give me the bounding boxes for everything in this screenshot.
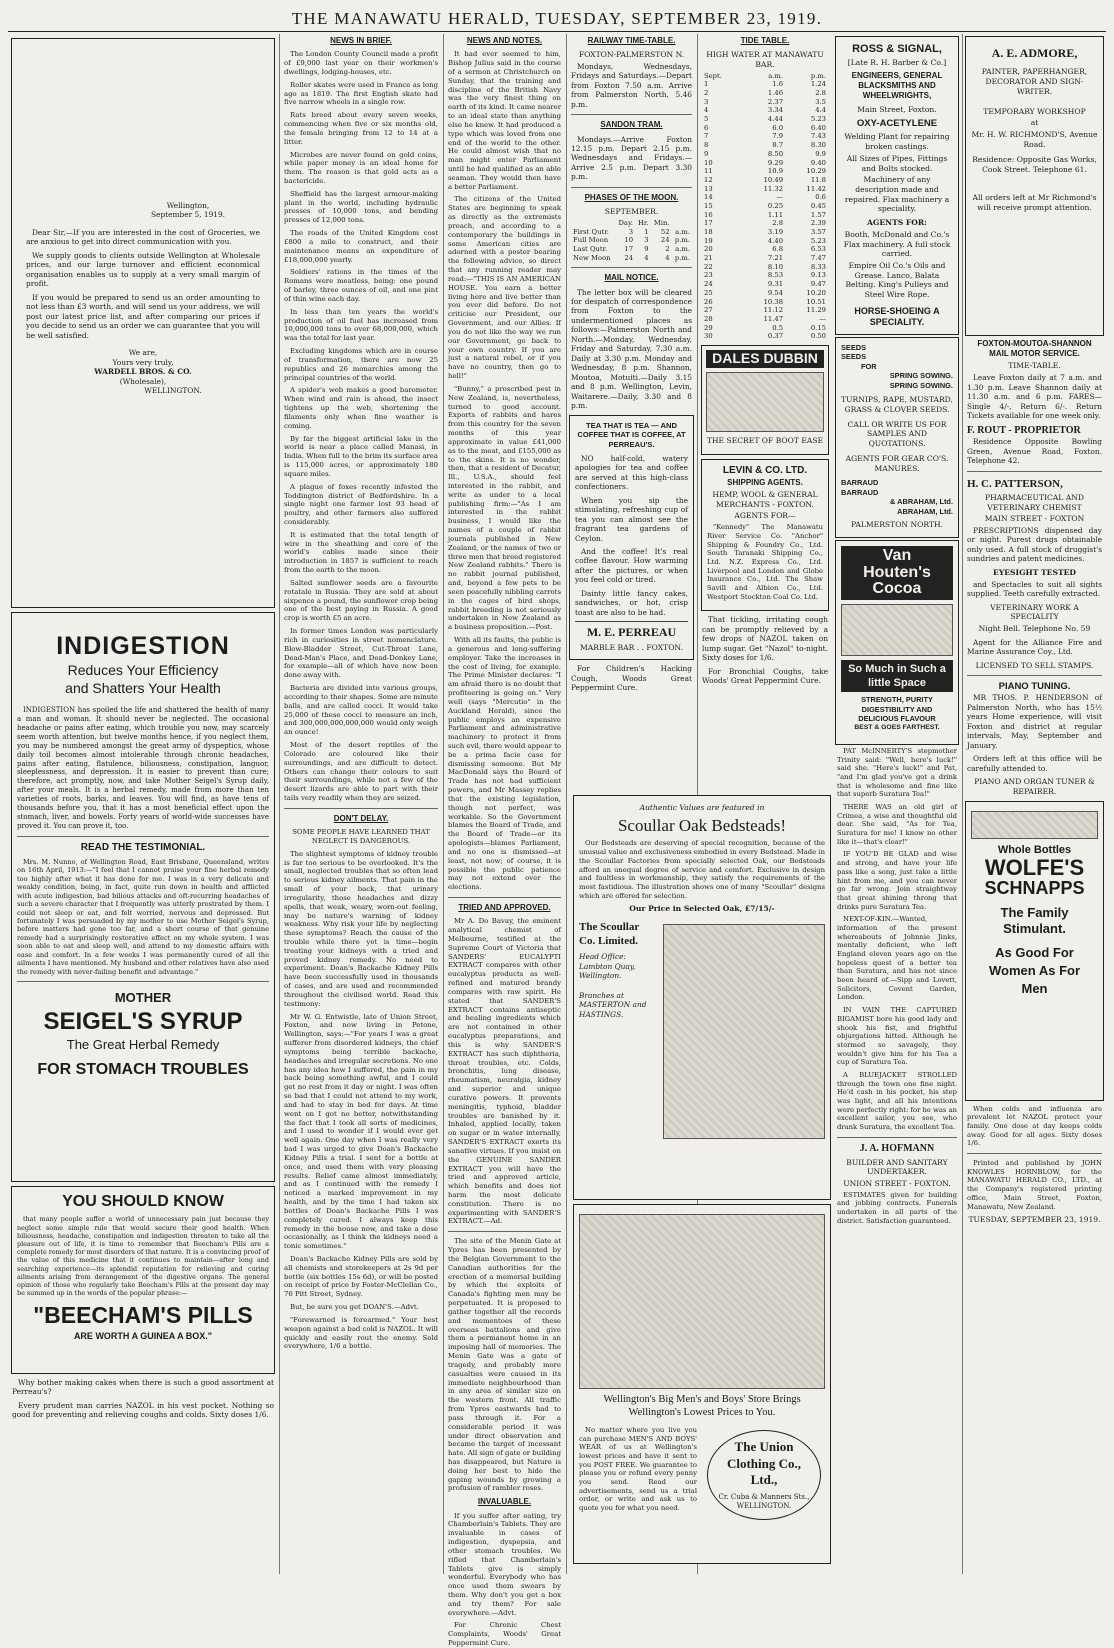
doan-paragraph: Doan's Backache Kidney Pills are sold by all chemists and storekeepers at 2s 9d per bottle (six bottles 15s 6d), or will be posted on receipt of price by Foster-McClellan Co., 76 Pitt Street, Sydney. xyxy=(284,1254,438,1299)
chamberlain-paragraph: If you suffer after eating, try Chamberlain's Tablets. They are invaluable in cases of indigestion, dyspepsia, and other stomach troubles. We rifled that Chamberlain's Tablets give is simply wonderful. Everybody who has once used them swears by them. Why don't you get a box and try them? For sale everywhere.—Advt. xyxy=(448,1511,561,1617)
wardell-sub: (Wholesale), xyxy=(119,376,167,386)
railway-sub: FOXTON-PALMERSTON N. xyxy=(578,50,685,60)
seeds-call: CALL OR WRITE US FOR SAMPLES AND QUOTATIONS. xyxy=(847,419,947,449)
wardell-sign: Yours very truly, xyxy=(112,357,174,367)
beecham-ad xyxy=(11,1186,275,1374)
news-in-brief-head: NEWS IN BRIEF. xyxy=(330,36,392,45)
table-row: 27 11.12 11.29 xyxy=(704,306,826,315)
seigel-title: SEIGEL'S SYRUP xyxy=(43,1007,243,1035)
wardell-place: Wellington, xyxy=(166,201,210,210)
table-row: First Qutr. 3 1 52 a.m. xyxy=(573,227,690,236)
moon-col: Min. xyxy=(653,218,670,227)
news-item: Rats breed about every seven weeks, commencing when five or six months old, the female bringing from 12 to 14 at a litter. xyxy=(284,111,438,146)
news-item: Soldiers' rations in the times of the Romans were meatless, being: one pound of barley, three ounces of oil, and one pint of thin wine each day. xyxy=(284,268,438,303)
union-clothing-ad xyxy=(573,1204,831,1564)
indigestion-sub: and Shatters Your Health xyxy=(65,679,221,696)
mother-label: MOTHER xyxy=(114,990,172,1006)
table-row: 18 3.19 3.57 xyxy=(704,228,826,237)
patterson-addr: MAIN STREET - FOXTON xyxy=(984,514,1085,524)
scoullar-head1: Authentic Values are featured in xyxy=(639,803,765,812)
moon-col xyxy=(571,219,615,228)
tea-text: When you sip the stimulating, refreshing cup of tea you can almost see the fragrant tea gardens of Ceylon. xyxy=(575,495,688,543)
licensed-label: LICENSED TO SELL STAMPS. xyxy=(975,660,1094,670)
admore-temp: TEMPORARY WORKSHOP xyxy=(983,106,1086,116)
dont-delay-head: DON'T DELAY. xyxy=(333,813,389,823)
table-row: 4 3.34 4.4 xyxy=(704,106,826,115)
seeds-agents: AGENTS FOR GEAR CO'S. MANURES. xyxy=(845,453,949,473)
perreau-name: M. E. PERREAU xyxy=(575,621,688,640)
table-row: 19 4.40 5.23 xyxy=(704,236,826,245)
wolfe-name: WOLFE'S xyxy=(984,854,1085,880)
admore-at: at xyxy=(1030,118,1039,128)
news-item: The citizens of the United States are beginning to speak as directly as the extremists preach, and according to a contemporary the buildings in some American cities are adorned with a poster bearing the following advice, so direct that any running reader may read:—"THIS IS AN AMERICAN HOUSE. You earn a better living here and live better than you ever did before. Do not criticise our President, our Government, and our Allies. If you do not like the way we run our Government, go back to your own country. If you are just a natural rebel, or if you have no country, then go to hell!" xyxy=(448,195,561,381)
union-body: No matter where you live you can purchase MEN'S AND BOYS' WEAR of us at Wellington's lowest prices and have it sent to you POST FREE. We guarantee to please you or refund every penny you send. Read our advertisements, send us a trial order, or write and ask us to quote you for what you need. xyxy=(579,1425,697,1513)
mail-head: MAIL NOTICE. xyxy=(604,273,659,283)
admore-addr: Mr. H. W. RICHMOND'S, Avenue Road. xyxy=(971,129,1098,149)
railway-head: RAILWAY TIME-TABLE. xyxy=(587,36,676,45)
forewarned-note: "Forewarned is forearmed." Your best weapon against a bad cold is NAZOL. It will quickly and easily rout the enemy. Sold everywhere, 1/6 a bottle. xyxy=(284,1315,438,1351)
news-item: A plague of foxes recently infested the Toddington district of Bedfordshire. In a single night one farmer lost 93 head of poultry, and other farmers also suffered considerably. xyxy=(284,482,438,526)
news-item: It is estimated that the total length of wire in the sheathing and core of the world's cables made since their introduction in 1857 is sufficient to reach from the earth to the moon. xyxy=(284,530,438,575)
dont-delay-sub: SOME PEOPLE HAVE LEARNED THAT NEGLECT IS DANGEROUS. xyxy=(292,828,430,845)
tea-text: Dainty little fancy cakes, sandwiches, or hot, crisp toast are also to be had. xyxy=(575,588,688,617)
tide-col: Sept. xyxy=(704,71,722,80)
table-row: 1 1.6 1.24 xyxy=(704,80,826,89)
moon-col: Day. xyxy=(618,218,634,227)
hofmann-addr: UNION STREET - FOXTON. xyxy=(843,1178,951,1188)
news-and-notes-head: NEWS AND NOTES. xyxy=(466,36,543,45)
table-row: 11 10.9 10.29 xyxy=(704,167,826,176)
ross-eng: ENGINEERS, GENERAL BLACKSMITHS AND WHEELWRIGHTS, xyxy=(851,70,943,101)
tide-table xyxy=(702,72,828,341)
seeds-label: SEEDS xyxy=(841,342,867,352)
tea-text: NO half-cold, watery apologies for tea and coffee are served at this high-class confectioners. xyxy=(575,453,688,492)
patterson-sub: PHARMACEUTICAL AND VETERINARY CHEMIST xyxy=(985,492,1084,512)
column-3 xyxy=(443,34,565,1648)
barraud-ad xyxy=(835,337,959,538)
patterson-name: H. C. PATTERSON, xyxy=(967,477,1063,490)
union-addr: Cr. Cuba & Manners Sts., WELLINGTON. xyxy=(718,1492,810,1510)
doan-paragraph: But, be sure you get DOAN'S.—Advt. xyxy=(290,1303,419,1312)
tide-sub: HIGH WATER AT MANAWATU BAR. xyxy=(706,50,824,69)
cocoa-tin-illustration xyxy=(841,604,953,656)
table-row: 23 8.53 9.13 xyxy=(704,271,826,280)
bottle-illustration xyxy=(971,811,1098,839)
barraud-name: BARRAUD xyxy=(841,487,879,497)
seeds-label: SEEDS xyxy=(841,352,867,362)
wolfe-women: As Good For Women As For Men xyxy=(989,944,1081,997)
news-item: In less than ten years the world's production of oil fuel has increased from 10,000,000 tons to over 68,000,000, which was the total for last year. xyxy=(284,307,438,343)
union-head: Wellington's Big Men's and Boys' Store Brings Wellington's Lowest Prices to You. xyxy=(603,1394,801,1419)
stomach-label: STOMACH TROUBLES xyxy=(75,1061,249,1079)
cocoa-label: Cocoa xyxy=(872,580,922,598)
menin-gate-paragraph: The site of the Menin Gate at Ypres has been presented by the Belgian Government to the Canadian authorities for the erection of a memorial building by which the exploits of Canada's fighting men may be perpetuated. It is proposed to gather together all the records and mementoes of these overseas battalions and give them a permanent home in an imposing hall of memories. The Menin Gate was a gate of tragedy, and probably more casualties were caused in its immediate neighbourhood than in any area of similar size on the western front. All traffic from Ypres eastwards had to pass through it. For a considerable period it was under direct observation and became the target of incessant hate. All sign of gate or building has disappeared, but Nature is doing her best to hide the gaping wounds by growing a profusion of rambler roses. xyxy=(448,1237,561,1493)
table-row: 7 7.9 7.43 xyxy=(704,132,826,141)
table-row: 14 — 0.6 xyxy=(704,193,826,202)
tide-col: a.m. xyxy=(768,71,784,80)
tide-col: p.m. xyxy=(810,71,826,80)
moon-col: Hr. xyxy=(638,218,649,227)
eyesight-body: and Spectacles to suit all sights supplied. Teeth carefully extracted. xyxy=(967,579,1102,599)
eyesight-head: EYESIGHT TESTED xyxy=(993,567,1076,577)
table-row: 15 0.25 0.45 xyxy=(704,201,826,210)
column-6 xyxy=(833,34,961,1574)
wolfe-schnapps: SCHNAPPS xyxy=(984,877,1085,898)
dales-dubbin-ad xyxy=(701,345,829,455)
masthead: THE MANAWATU HERALD, TUESDAY, SEPTEMBER 23, 1919. xyxy=(8,8,1106,32)
piano-body: MR THOS. P. HENDERSON of Palmerston North, who has 15½ years Home experience, will visit Foxton and district at regular intervals, May, September and January. xyxy=(967,693,1102,750)
ross-text: All Sizes of Pipes, Fittings and Bolts stocked. xyxy=(846,153,948,173)
news-item: A spider's web makes a good barometer. When wind and rain is ahead, the insect tightens up the web, shortening the filaments only when fine weather is coming. xyxy=(284,386,438,430)
houten-label: Houten's xyxy=(863,563,931,581)
news-item: It had ever seemed to him, Bishop Julius said in the course of a sermon at Christchurch on Sunday, that the training and discipline of the British Navy was the very finest thing on earth of its kind. It came nearer to an ideal state than anything else he knew. It had produced a type which was loved from one end of the world to the other. He could almost wish that no man might enter Parliament until he had qualified as an able seaman. They would then have a better Parliament. xyxy=(448,50,561,191)
motor-timetable: TIME-TABLE. xyxy=(1008,361,1061,371)
guinea-label: ARE WORTH A GUINEA A BOX." xyxy=(73,1330,213,1341)
testimonial-body: Mrs. M. Nunno, of Wellington Road, East Brisbane, Queensland, writes on 16th April, 1913:—"I feel that I cannot praise your fine herbal remedy too highly after what it has done for me. I was in a very delicate and weakly condition, being, in fact, quite run down in health and afflicted with acute indigestion, bad bilious attacks and oft-recurring headaches of such a severe character that I frequently was utterly prostrated by them. I could not sleep or eat, and felt worried, nervous and depressed. But fortunately I was persuaded by my mother to use Mother Seigel's Syrup, before matters had gone too far, and a short course of that genuine remedy had a surprisingly restorative effect on my whole system. I was soon able to eat and sleep well, and attend to my domestic affairs with ease and comfort. In a few weeks I was permanently cured of all the ailments I have mentioned. My husband and other relatives have also used the remedy with never-failing benefit and advantage." xyxy=(17,857,269,976)
nazol-note: When colds and influenza are prevalent let NAZOL protect your family. One dose at day keeps colds away. Good for all ages. Sixty doses 1/6. xyxy=(967,1104,1102,1148)
testimonial-head: READ THE TESTIMONIAL. xyxy=(80,842,206,854)
admore-orders: All orders left at Mr Richmond's will receive prompt attention. xyxy=(972,192,1097,212)
ross-signal-ad xyxy=(835,36,959,335)
hofmann-sub: BUILDER AND SANITARY UNDERTAKER. xyxy=(846,1157,948,1177)
perreau-note: Why bother making cakes when there is such a good assortment at Perreau's? xyxy=(12,1378,274,1397)
scoullar-price: Our Price in Selected Oak, £7/15/- xyxy=(629,904,775,914)
news-item: Bacteria are divided into various groups, according to their shapes. Some are minute balls, and are called cocci. It would take 25,000 of these cocci to measure an inch, and 300,000,000,000,000 would only weigh an ounce! xyxy=(284,684,438,737)
motor-head: FOXTON-MOUTOA-SHANNON MAIL MOTOR SERVICE. xyxy=(977,339,1092,359)
table-row: 28 11.47 — xyxy=(704,314,826,323)
moon-month: SEPTEMBER. xyxy=(604,207,659,217)
cough-note: For Children's Hacking Cough, Woods Great Peppermint Cure. xyxy=(571,664,692,693)
levin-sub2: HEMP, WOOL & GENERAL MERCHANTS - FOXTON. xyxy=(712,490,818,509)
union-name: The Union Clothing Co., Ltd., xyxy=(726,1438,802,1488)
table-row: 26 10.38 10.51 xyxy=(704,297,826,306)
imprint-date: TUESDAY, SEPTEMBER 23, 1919. xyxy=(968,1215,1101,1225)
seeds-spring: SPRING SOWING. xyxy=(889,380,953,390)
tried-approved-head: TRIED AND APPROVED. xyxy=(458,903,551,913)
table-row: 8 8.7 8.30 xyxy=(704,141,826,150)
table-row: 21 7.21 7.47 xyxy=(704,254,826,263)
imprint: Printed and published by JOHN KNOWLES HORNBLOW, for the MANAWATU HERALD CO., LTD., at the Company's registered printing office, Main Street, Foxton, Manawatu, New Zealand. xyxy=(967,1159,1102,1211)
dubbin-illustration xyxy=(706,372,824,432)
news-item: With all its faults, the public is a generous and long-suffering employer. Take the increases in the cost of living, for example. The Prime Minister declares: "I am afraid there is no doubt that profiteering is going on." Very well (says "Mercutio" in the Auckland Herald), since the public employs an expensive Parliament and administrative machinery to protect it from such evil, there would appear to be a prima facie case for dismissing someone. But Mr MacDonald says the Board of Trade has not had sufficient powers, and Mr Massey replies that the existing legislation, though not perfect, was workable. So the Government blames the Board of Trade, and the Board of Trade—or its apologists—blames Parliament, and no one is dismissed—at least, not now; of course, it is possible the public patience may not extend over the elections. xyxy=(448,636,561,892)
railway-body: Mondays, Wednesdays, Fridays and Saturdays.—Depart from Foxton 7.50 a.m. Arrive from Palmerston North, 5.46 p.m. xyxy=(571,61,692,109)
perreau-sub: MARBLE BAR . . FOXTON. xyxy=(579,642,684,652)
moon-table xyxy=(571,219,692,262)
news-item: Roller skates were used in France as long ago as 1819. The first English skate had five narrow wheels in a single row. xyxy=(284,80,438,107)
ross-addr: Main Street, Foxton. xyxy=(857,104,937,114)
ross-agents: AGENTS FOR: xyxy=(866,218,927,228)
indigestion-body: INDIGESTION has spoiled the life and shattered the health of many a man and woman. It should never be neglected. The occasional headache or pains after eating, which trouble you now, may scarcely seem worth attention, but twelve months hence, if you neglect them, you may be numbered amongst the great army of dyspeptics, whose daily toil becomes almost intolerable through chronic headaches, pains after eating, flatulence, biliousness, constipation, languor, sleeplessness, and depression. It is easier to prevent than cure; therefore, act promptly, now, and take Mother Seigel's Syrup daily, after your meals. It is a herbal remedy, made from more than ten varieties of roots, barks, and leaves. You will find, as have tens of thousands before you, that it has a most beneficial effect upon the stomach, liver, and bowels. Forty years of world-wide successes have proved it. You can prove it, too. xyxy=(17,705,269,831)
levin-sub: SHIPPING AGENTS. xyxy=(727,477,803,487)
scoullar-ad xyxy=(573,795,831,1200)
news-item: "Bunny," a proscribed pest in New Zealand, is, nevertheless, turned to good account. Exports of rabbits and hares from this country for the seven months of this year approximate in value £41,000 as to the meat, and £155,000 as to the skins. It is no wonder, then, that a resident of Decatur, Ill., U.S.A., should feel interested in the rabbit, and write as under to a local publishing firm:—"As I am interested in the rabbit business, I would like the names of a couple of rabbit journals published in New Zealand, or the names of two or three men that breed registered New Zealand rabbits." There is no rabbit journal published, and, beyond a few pets to be seen peacefully nibbling carrots in the cages of bird shops, rabbit breeding is not seriously undertaken in New Zealand as a business proposition.—Post. xyxy=(448,384,561,632)
van-houten-ad xyxy=(835,540,959,745)
indigestion-title: INDIGESTION xyxy=(56,632,230,660)
store-illustration xyxy=(579,1214,825,1389)
invaluable-head: INVALUABLE. xyxy=(477,1497,532,1507)
news-item: Salted sunflower seeds are a favourite rotatale in Russia. They are sold at about sixpence a pound, the sunflower crop being one of the best paying in Russia. A good crop is worth £5 an acre. xyxy=(284,578,438,623)
perreau-ad xyxy=(569,415,694,661)
ross-head: ROSS & SIGNAL, xyxy=(852,43,942,55)
news-item: By far the biggest artificial lake in the world is near a place called Manasi, in India. When full to the brim its surface area is 115,000 acres, or approximately 180 square miles. xyxy=(284,434,438,478)
news-item: Sheffield has the largest armour-making plant in the world, including hydraulic presses of 10,000 tons, and bending presses of 12,000 tons. xyxy=(284,189,438,225)
scoullar-office: Head Office: Lambton Quay, Wellington. xyxy=(579,952,636,981)
motor-body: Leave Foxton daily at 7 a.m. and 1.30 p.m. Leave Shannon daily at 11.30 a.m. and 6 p.m. FARES—Single 4/-, Return 6/-. Return Tickets available for one week only. xyxy=(967,373,1102,421)
table-row: 24 9.31 9.47 xyxy=(704,280,826,289)
seeds-for: FOR xyxy=(861,361,877,371)
table-row: 13 11.32 11.42 xyxy=(704,184,826,193)
rout-res: Residence Opposite Bowling Green, Avenue Road, Foxton. Telephone 42. xyxy=(967,437,1102,466)
wardell-paragraph: If you would be prepared to send us an order amounting to not less than £3 worth, and will send us your address, we will post our latest price list, and after comparing our prices if you decide to send us an order we can guarantee that you will be well satisfied. xyxy=(26,292,260,340)
scoullar-branch: Branches at MASTERTON and HASTINGS. xyxy=(579,990,647,1019)
van-slogan: So Much in Such a little Space xyxy=(841,660,953,692)
news-item: The London County Council made a profit of £9,000 last year on their workmen's dwellings, lodging-houses, etc. xyxy=(284,50,438,76)
table-row: 25 9.54 10.20 xyxy=(704,288,826,297)
agent-text: Agent for the Alliance Fire and Marine Assurance Coy., Ltd. xyxy=(967,637,1102,657)
seeds-list: TURNIPS, RAPE, MUSTARD, GRASS & CLOVER SEEDS. xyxy=(841,395,953,414)
dales-tagline: THE SECRET OF BOOT EASE xyxy=(706,435,824,445)
news-item: Microbes are never found on gold coins, while paper money is an ideal home for them. The reason is that gold acts as a bactericide. xyxy=(284,150,438,185)
night-bell: Night Bell. Telephone No. 59 xyxy=(978,623,1091,633)
nazol-note: Every prudent man carries NAZOL in his vest pocket. Nothing so good for preventing and relieving coughs and colds. Sixty doses 1/6. xyxy=(12,1400,274,1420)
scoullar-head2: Scoullar Oak Bedsteads! xyxy=(617,815,787,835)
column-1 xyxy=(8,34,278,1574)
table-row: 10 9.29 9.40 xyxy=(704,158,826,167)
piano-tuner: PIANO AND ORGAN TUNER & REPAIRER. xyxy=(974,777,1095,796)
tram-head: SANDON TRAM. xyxy=(600,120,663,130)
van-qualities: STRENGTH, PURITY DIGESTIBILITY AND DELICIOUS FLAVOUR xyxy=(858,695,936,724)
columns xyxy=(8,34,1106,1648)
know-title: YOU SHOULD KNOW xyxy=(62,1193,224,1210)
suratura-item: IN VAIN THE CAPTURED BIGAMIST bore his good lady and shook his fist, and frightful objurgations hitted. Although he stormed so savagely, they wouldn't give him for his Tea a cup of Suratura Tea. xyxy=(837,1006,957,1067)
table-row: 5 4.44 5.23 xyxy=(704,115,826,124)
table-row: Full Moon 10 3 24 p.m. xyxy=(573,236,690,245)
table-row: 6 6.0 6.40 xyxy=(704,123,826,132)
wardell-city: WELLINGTON. xyxy=(144,385,202,395)
oxy-body: Welding Plant for repairing broken castings. xyxy=(844,132,950,152)
wolfe-family: The Family Stimulant. xyxy=(1000,904,1069,937)
wardell-name: WARDELL BROS. & CO. xyxy=(94,367,192,377)
wardell-letter xyxy=(11,38,275,608)
hofmann-body: ESTIMATES given for building and jobbing contracts. Funerals undertaken in all parts of the district. Satisfaction guaranteed. xyxy=(837,1190,957,1225)
know-body: that many people suffer a world of unnecessary pain just because they neglect some simple rule that would secure their good health. When biliousness, headache, constipation and indigestion threaten to take all the pleasure out of life, it is time to remember that Beecham's Pills are a complete remedy for most disorders of that nature. It is a convincing proof of the value of this medicine that it continues to maintain—after long and searching experience—its splendid reputation for relieving and curing ailments arising from derangement of the digestive organs. The general opinion of those who regularly take Beecham's Pills at the present day may be summed up in the words of the popular phrase:— xyxy=(17,1215,269,1298)
table-row: 29 0.5 0.15 xyxy=(704,323,826,332)
moon-col xyxy=(672,219,692,228)
for-label: FOR xyxy=(37,1061,72,1079)
nazol-note: That tickling, irritating cough can be promptly relieved by a few drops of NAZOL taken on lump sugar. Get "Nazol" to-night. Sixty doses for 1/6. xyxy=(702,615,828,663)
moon-head: PHASES OF THE MOON. xyxy=(584,192,679,202)
piano-orders: Orders left at this office will be carefully attended to. xyxy=(967,754,1102,773)
levin-head: LEVIN & CO. LTD. xyxy=(722,464,808,476)
levin-list: "Kennedy" The Manawatu River Service Co. "Anchor" Shipping & Foundry Co., Ltd. South Taranaki Shipping Co., Ltd. N.Z. Express Co., Ltd. Liverpool and London and Globe Insurance Co., Ltd. The Shaw Savill and Albion Co., Ltd. Westport Stockton Coal Co. Ltd. xyxy=(707,523,823,601)
cough-note: For Bronchial Coughs, take Woods' Great Peppermint Cure. xyxy=(702,666,828,686)
suratura-item: THERE WAS an old girl of Crimea, a wise and thoughtful old dear. She said, "As for Tea, Suratura for me! I know no other like it—that's clear!" xyxy=(837,803,957,846)
tea-text: And the coffee! It's real coffee flavour. How warming after the pictures, or when you feel cold or tired. xyxy=(575,546,688,585)
wolfe-ad xyxy=(965,801,1104,1101)
table-row: 17 2.8 2.39 xyxy=(704,219,826,228)
news-item: In former times London was particularly rich in curiosities in street nomenclature. Blow-Bladder Street, Cut-Throat Lane, Dead-Man's Place, and Dead-Donkey Lane, for example—all of which have now been done away with. xyxy=(284,627,438,680)
barraud-city: PALMERSTON NORTH. xyxy=(850,520,944,530)
ross-text: Machinery of any description made and repaired. Flax machinery a speciality. xyxy=(844,175,950,214)
seigel-ad xyxy=(11,612,275,1182)
table-row: 20 6.8 6.53 xyxy=(704,245,826,254)
suratura-item: NEXT-OF-KIN.—Wanted, information of the present whereabouts of Johnnie Jinks, mentally deficient, who left England eleven years ago on the hopeless quest of a better tea than Suratura, and has not since been heard of.—Sipp and Lovett, Solicitors, Covent Garden, London. xyxy=(837,915,957,1002)
chest-note: For Chronic Chest Complaints, Woods' Great Peppermint Cure. xyxy=(448,1621,561,1648)
suratura-item: IF YOU'D BE GLAD and wise and strong, and have your life pass like a song, just take a little hint from me, and you can never go far wrong. Join straightway that great shining throng that drinks pure Suratura Tea. xyxy=(837,850,957,911)
ross-text: Empire Oil Co.'s Oils and Grease. Lanco, Balata Belting. King's Pulleys and Steel Wire Rope. xyxy=(845,261,949,300)
piano-head: PIANO TUNING. xyxy=(998,681,1071,693)
scoullar-body: Our Bedsteads are deserving of special recognition, because of the unusual value and exclusiveness embodied in every Bedstead. Made in the Scoullar Factories from specially selected Oak, our Bedsteads afford an unequal degree of service and comfort. Exclusive in design and faultless in workmanship, they satisfy the requirements of the most fastidious. The illustration shows one of many "Scoullar" designs which are offered for selection. xyxy=(579,839,825,900)
wolfe-bottles: Whole Bottles xyxy=(997,843,1072,856)
ross-text: Booth, McDonald and Co.'s Flax machinery. A full stock carried. xyxy=(843,229,951,259)
table-row: 3 2.37 3.5 xyxy=(704,97,826,106)
indigestion-sub: Reduces Your Efficiency xyxy=(67,662,219,678)
table-row: 9 8.50 9.9 xyxy=(704,149,826,158)
mail-body: The letter box will be cleared for despatch of correspondence from Foxton to the undermentioned places as follows:—Palmerston North and North.—Monday, Wednesday, Friday and Saturday, 7.30 a.m. Daily at 3.30 p.m. Monday and Wednesday, 8 p.m. Shannon, Moutoa, Motuiti.—Daily 3.15 and 8 p.m. Wellington, Levin, Waitarere.—Daily, 3.30 and 8 p.m. xyxy=(571,287,692,411)
wardell-paragraph: We supply goods to clients outside Wellington at Wholesale prices, and our large turnover and efficient economical organisation enables us to supply at a very small margin of profit. xyxy=(26,250,260,289)
column-7 xyxy=(962,34,1106,1574)
vet-label: VETERINARY WORK A SPECIALITY xyxy=(990,602,1079,622)
suratura-item: PAT McINNERTY'S stepmother Trinity said: "Well, here's luck!" said she. "Here's luck!" and Pat, "and I'm glad you've got a drink that is wholesome and fine like that superb Suratura Tea!" xyxy=(837,746,957,799)
admore-res: Residence: Opposite Gas Works, Cook Street. Telephone 61. xyxy=(972,155,1097,175)
rout-name: F. ROUT - PROPRIETOR xyxy=(967,424,1081,436)
dales-title: DALES DUBBIN xyxy=(706,350,824,368)
table-row: 12 10.49 11.8 xyxy=(704,175,826,184)
patterson-body: PRESCRIPTIONS dispensed day or night. Purest drugs obtainable only used. A full stock of druggist's sundries and patent medicines. xyxy=(967,525,1102,564)
admore-ad xyxy=(965,36,1104,336)
barraud-name: BARRAUD xyxy=(841,478,879,488)
wardell-sign: We are, xyxy=(128,348,158,358)
wardell-paragraph: Dear Sir,—If you are interested in the cost of Groceries, we are anxious to get into direct communication with you. xyxy=(26,227,260,247)
admore-name: A. E. ADMORE, xyxy=(991,46,1078,60)
suratura-item: A BLUEJACKET STROLLED through the town one fine night. He'd cash in his pocket, his step was light, and all his intentions were perfectly right: for he was an excellent sailor, you see, who drank Suratura, the excellent Tea. xyxy=(837,1070,958,1132)
ross-sub: [Late R. H. Barber & Co.] xyxy=(847,58,947,68)
sanders-paragraph: Mr A. Do Bavay, the eminent analytical chemist of Melbourne, testified at the Supreme Court of Victoria that SANDERS' EUCALYPTI EXTRACT compares with other eucalyptus products as well-refined and matured brandy compares with raw spirit. He stated that SANDER'S EXTRACT contains antiseptic and healing ingredients which are not contained in other eucalyptus preparations, and this is why SANDER'S EXTRACT has such diphtheria, throat troubles, etc. Colds, bronchitis, lung disease, rheumatism, neuralgia, kidney and superior and unique curative powers. It prevents meningitis, typhoid, bladder troubles are banished by it. Inhaled, applied locally, taken on sugar or in water internally, SANDER'S EXTRACT exerts its sanative virtues. If you insist on the GENUINE SANDER EXTRACT you will have the tried and approved article, which benefits and does not harm the most delicate constitution. There is no experimenting with SANDER'S EXTRACT.—Ad. xyxy=(448,917,561,1226)
bedstead-illustration xyxy=(663,924,825,1139)
tide-head: TIDE TABLE. xyxy=(740,36,790,45)
admore-sub: PAINTER, PAPERHANGER, DECORATOR AND SIGN-WRITER. xyxy=(981,67,1088,96)
wardell-date: September 5, 1919. xyxy=(150,210,226,220)
table-row: New Moon 24 4 4 p.m. xyxy=(573,253,690,262)
herbal-label: The Great Herbal Remedy xyxy=(66,1037,220,1053)
table-row: 16 1.11 1.57 xyxy=(704,210,826,219)
van-label: Van xyxy=(882,546,912,564)
doan-paragraph: The slightest symptoms of kidney trouble is far too serious to be overlooked. It's the small, neglected troubles that so often lead to serious kidney ailments. That pain in the small of your back, that urinary irregularity, those headaches and dizzy spells, that weak, weary, worn-out feeling, may be nature's warning of kidney weakness. Why risk your life by neglecting these symptoms? Reach the cause of the trouble while there yet is time—begin treating your kidneys with a tried and proved kidney remedy. No need to experiment. Doan's Backache Kidney Pills have been successfully used in thousands of cases, and are used and recommended throughout the civilised world. Read this testimony: xyxy=(284,849,438,1008)
scoullar-co: The Scoullar Co. Limited. xyxy=(579,921,640,948)
table-row: 2 1.46 2.8 xyxy=(704,89,826,98)
hofmann-name: J. A. HOFMANN xyxy=(859,1142,935,1154)
barraud-name: & ABRAHAM, Ltd. xyxy=(890,497,953,507)
oxy-head: OXY-ACETYLENE xyxy=(856,118,938,130)
news-item: The roads of the United Kingdom cost £800 a mile to construct, and their maintenance means an expenditure of £18,000,000 yearly. xyxy=(284,229,438,264)
column-2 xyxy=(279,34,442,1574)
tea-head: TEA THAT IS TEA — AND COFFEE THAT IS COFFEE, AT PERREAU'S. xyxy=(577,420,686,450)
news-item: Excluding kingdoms which are in course of transformation, there are now 25 republics and 26 monarchies among the principal countries of the world. xyxy=(284,347,438,382)
news-item: Most of the desert reptiles of the Colorado are coloured like their surroundings, and are difficult to detect. Others can change their colours to suit their surroundings, while not a few of the desert lizards are able to part with their tails very readily when they are seized. xyxy=(284,741,438,802)
table-row: 22 8.10 8.33 xyxy=(704,262,826,271)
levin-ad xyxy=(701,459,829,611)
table-row: Last Qutr. 17 9 2 a.m. xyxy=(573,244,690,253)
seeds-spring: SPRING SOWING. xyxy=(889,371,953,381)
levin-agents: AGENTS FOR— xyxy=(734,511,796,521)
doan-paragraph: Mr W. G. Entwistle, late of Union Street, Foxton, and now living in Petone, Wellington, says:—"For years I was a great sufferer from disordered kidneys, the chief symptoms being terrible backache, headaches and irregular secretions. No one has any idea how I suffered, the pain in my back being something awful, and I could get no rest from it day or night. I was often so bad that I could not attend to my work, and had to stay in bed for days. At time went on I got no better, notwithstanding the fact that I took all sorts of medicines, and I used to wonder if I would ever get well again. One day when I was really very bad I was urged to give Doan's Backache Kidney Pills a trial. I sent for a bottle at once, and used them with very pleasing results. Relief came almost immediately, and as I continued with the remedy I noticed a marked improvement in my health, and by the time I had taken six bottles of Doan's Backache Pills I was completely cured. I always keep this remedy in the house now, and take a dose occasionally, as I think the kidneys need a tonic sometimes." xyxy=(284,1012,438,1251)
van-best: BEST & GOES FARTHEST. xyxy=(854,723,940,731)
horse-shoeing: HORSE-SHOEING A SPECIALITY. xyxy=(854,305,940,328)
table-row: 30 0.37 0.50 xyxy=(704,332,826,341)
barraud-name: ABRAHAM, Ltd. xyxy=(897,506,953,516)
beecham-title: "BEECHAM'S PILLS xyxy=(33,1302,253,1329)
tram-body: Mondays.—Arrive Foxton 12.15 p.m. Depart 2.15 p.m. Wednesdays and Fridays.—Arrive 2.5 p.m. Depart 3.30 p.m. xyxy=(571,134,692,182)
